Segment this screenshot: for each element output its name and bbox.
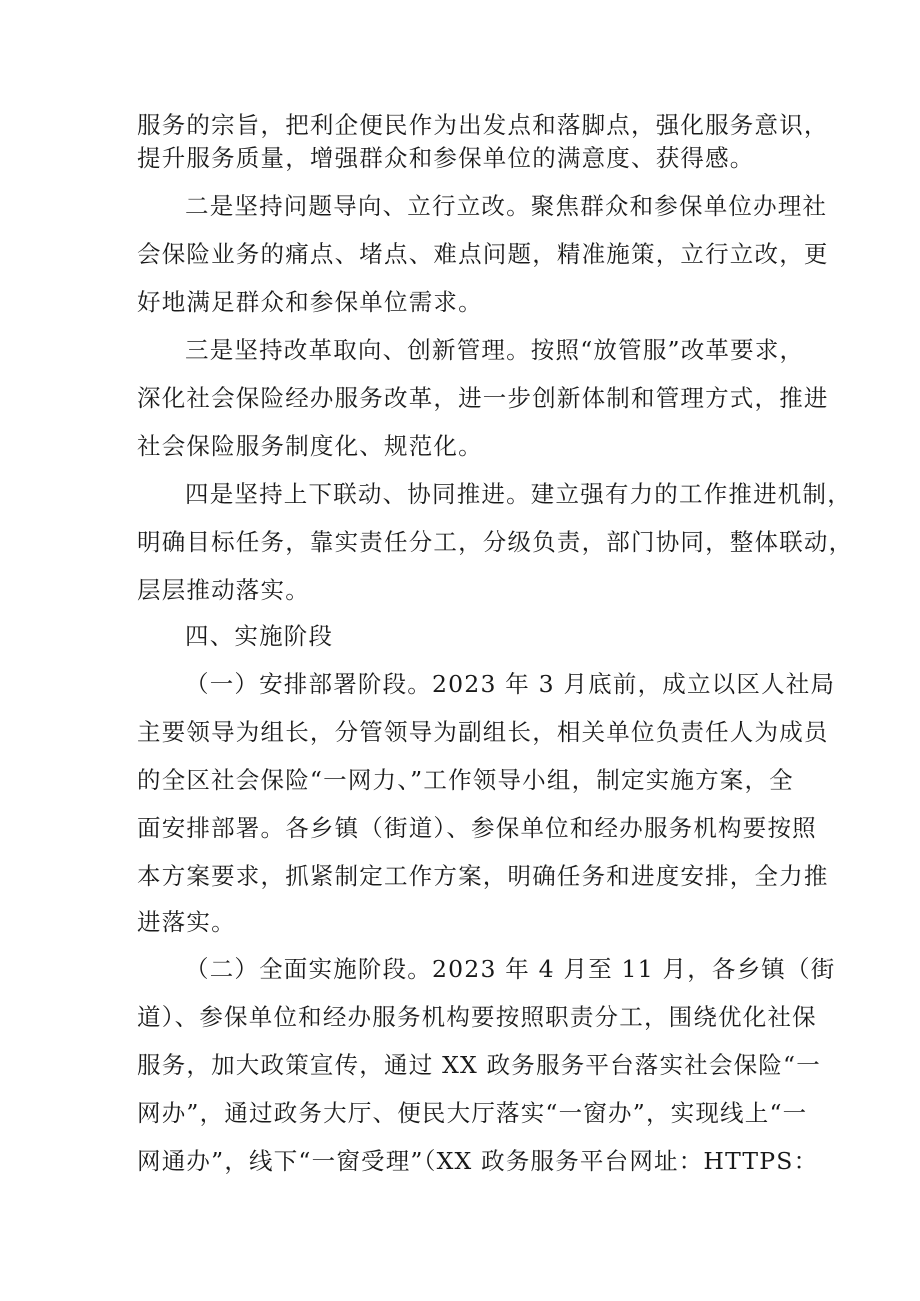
text-line-14: 主要领导为组长，分管领导为副组长，相关单位负责任人为成员: [137, 718, 829, 746]
text-line-18: 进落实。: [137, 908, 236, 936]
text-line-4: 会保险业务的痛点、堵点、难点问题，精准施策，立行立改，更: [137, 240, 829, 268]
text-line-1: 服务的宗旨，把利企便民作为出发点和落脚点，强化服务意识，: [137, 111, 829, 139]
text-line-19: （二）全面实施阶段。2023 年 4 月至 11 月，各乡镇（街: [185, 955, 836, 983]
text-line-3: 二是坚持问题导向、立行立改。聚焦群众和参保单位办理社: [185, 192, 828, 220]
text-line-6: 三是坚持改革取向、创新管理。按照“放管服”改革要求，: [185, 336, 805, 364]
text-line-17: 本方案要求，抓紧制定工作方案，明确任务和进度安排，全力推: [137, 862, 829, 890]
text-line-21: 服务，加大政策宣传，通过 XX 政务服务平台落实社会保险“一: [137, 1051, 821, 1079]
text-line-10: 明确目标任务，靠实责任分工，分级负责，部门协同，整体联动，: [137, 528, 854, 556]
section-heading: 四、实施阶段: [185, 622, 334, 650]
text-line-13: （一）安排部署阶段。2023 年 3 月底前，成立以区人社局: [185, 670, 836, 698]
text-line-8: 社会保险服务制度化、规范化。: [137, 432, 483, 460]
text-line-23: 网通办”，线下“一窗受理”（XX 政务服务平台网址：HTTPS：: [137, 1147, 819, 1175]
text-line-2: 提升服务质量，增强群众和参保单位的满意度、获得感。: [137, 144, 755, 172]
text-line-7: 深化社会保险经办服务改革，进一步创新体制和管理方式，推进: [137, 384, 829, 412]
text-line-15: 的全区社会保险“一网力、”工作领导小组，制定实施方案，全: [137, 766, 794, 794]
text-line-5: 好地满足群众和参保单位需求。: [137, 288, 483, 316]
text-line-9: 四是坚持上下联动、协同推进。建立强有力的工作推进机制，: [185, 480, 852, 508]
text-line-11: 层层推动落实。: [137, 576, 310, 604]
text-line-16: 面安排部署。各乡镇（街道）、参保单位和经办服务机构要按照: [137, 814, 817, 842]
text-line-20: 道）、参保单位和经办服务机构要按照职责分工，围绕优化社保: [137, 1003, 817, 1031]
text-line-22: 网办”，通过政务大厅、便民大厅落实“一窗办”，实现线上“一: [137, 1099, 808, 1127]
